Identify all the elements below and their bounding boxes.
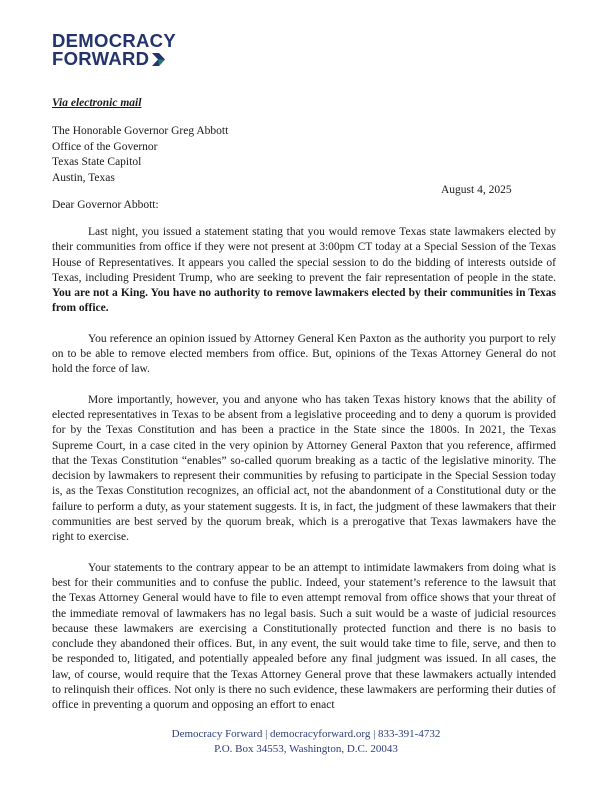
- paragraph-4: Your statements to the contrary appear to be an attempt to intimidate lawmakers from doing what is best for their communities and to confuse the public. Indeed, your statement’s reference to the lawsuit that the Texas Attorney General would have to file to even attempt removal from office shows that your threat of the immediate removal of lawmakers has no legal basis. Such a suit would be a waste of judicial resources because these lawmakers are exercising a Constitutionally protected function and there is no basis to conclude they abandoned their offices. But, in any event, the suit would take time to file, serve, and then to be responded to, litigated, and potentially appealed before any final judgment was issued. In all cases, the law, of course, would require that the Texas Attorney General prove that these lawmakers actually intended to relinquish their offices. Not only is there no such evidence, these lawmakers are performing their duties of office in preventing a quorum and opposing an effort to enact: [52, 561, 556, 712]
- letter-body: [52, 225, 556, 729]
- forward-arrow-icon: [152, 53, 168, 66]
- footer-address: P.O. Box 34553, Washington, D.C. 20043: [214, 743, 398, 755]
- logo-line-2: FORWARD: [52, 48, 150, 69]
- delivery-method: Via electronic mail: [52, 97, 142, 109]
- recipient-city: Austin, Texas: [52, 171, 115, 184]
- letterhead-footer: [0, 727, 612, 757]
- paragraph-1-text: Last night, you issued a statement stating that you would remove Texas state lawmakers elected by their communities from office if they were not present at 3:00pm CT today at a Special Session of the Texas House of Representatives. It appears you called the special session to do the bidding of interests outside of Texas, including President Trump, who are seeking to prevent the fair representation of people in the state.: [52, 226, 556, 284]
- paragraph-1: [52, 225, 556, 317]
- democracy-forward-logo: [52, 32, 192, 68]
- paragraph-2: You reference an opinion issued by Attorney General Ken Paxton as the authority you purport to rely on to be able to remove elected members from office. But, opinions of the Texas Attorney General do not hold the force of law.: [52, 332, 556, 376]
- recipient-address: [52, 124, 228, 186]
- logo-line-1: DEMOCRACY: [52, 30, 176, 51]
- salutation: Dear Governor Abbott:: [52, 199, 159, 211]
- footer-contact: Democracy Forward | democracyforward.org | 833-391-4732: [171, 728, 441, 740]
- paragraph-3: More importantly, however, you and anyone who has taken Texas history knows that the ability of elected representatives in Texas to be absent from a legislative proceeding and to deny a quorum is provided for by the Texas Constitution and has been a practice in the State since the 1800s. In 2021, the Texas Supreme Court, in a case cited in the very opinion by Attorney General Paxton that you reference, affirmed that the Texas Constitution “enables” so-called quorum breaking as a tactic of the legislative minority. The decision by lawmakers to represent their communities by refusing to participate in the Special Session today is, as the Texas Constitution recognizes, an official act, not the abandonment of a Constitutional duty or the failure to perform a duty, as your statement suggests. It is, in fact, the judgment of these lawmakers that their communities are best served by the quorum break, which is a prerogative that Texas lawmakers have the right to exercise.: [52, 393, 556, 544]
- paragraph-1-bold: You are not a King. You have no authority to remove lawmakers elected by their communities in Texas from office.: [52, 287, 556, 315]
- recipient-name: The Honorable Governor Greg Abbott: [52, 125, 229, 137]
- logo-line-2-wrap: [52, 50, 192, 68]
- recipient-building: Texas State Capitol: [52, 156, 142, 168]
- letter-date: August 4, 2025: [441, 184, 512, 196]
- recipient-office: Office of the Governor: [52, 140, 158, 153]
